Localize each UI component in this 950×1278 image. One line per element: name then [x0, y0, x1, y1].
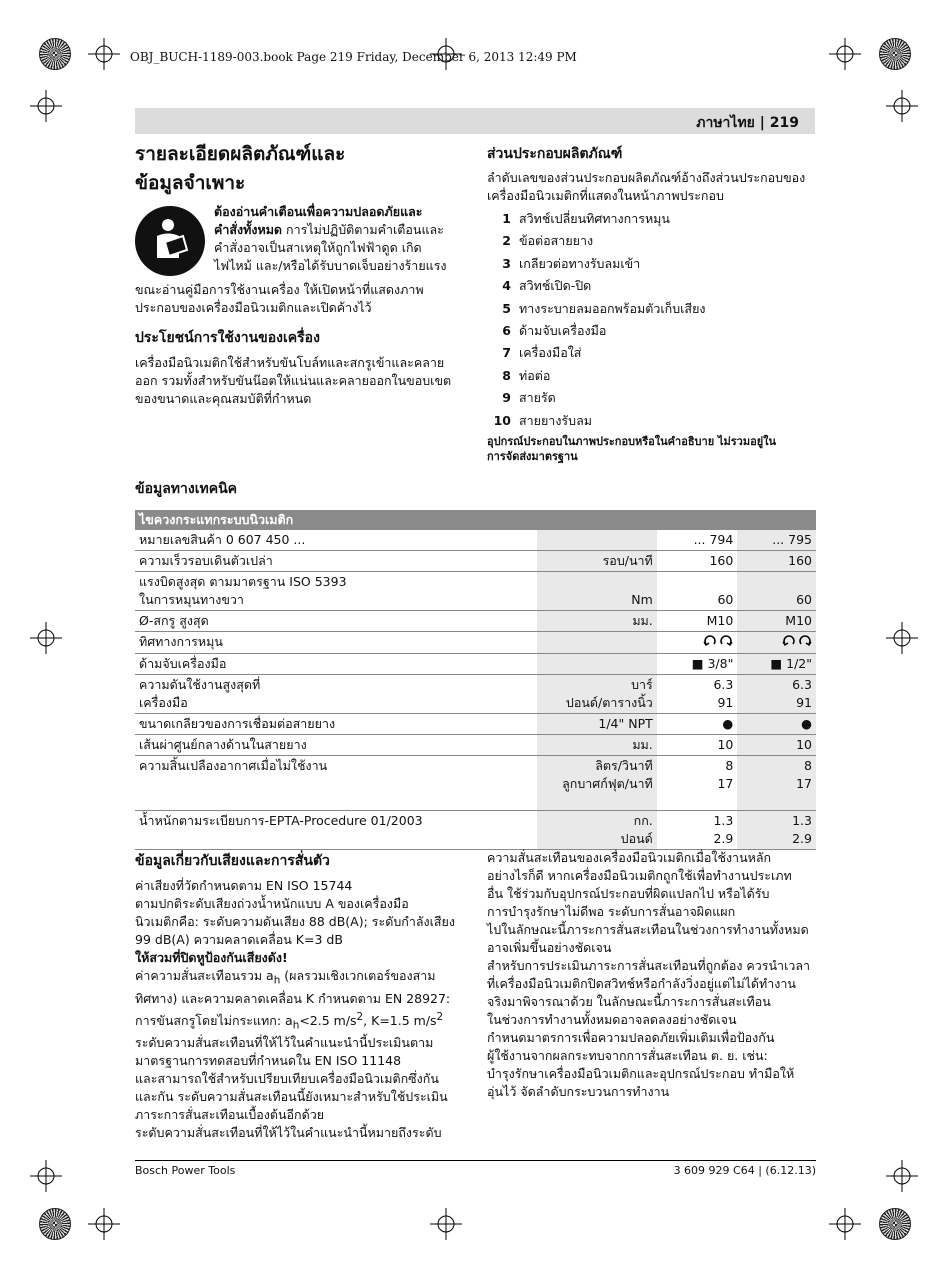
table-title: ไขควงกระแทกระบบนิวเมติก — [135, 510, 816, 530]
registration-mark-icon — [30, 1160, 62, 1192]
read-manual-icon — [135, 206, 205, 276]
registration-mark-icon — [829, 1208, 861, 1240]
tech-heading: ข้อมูลทางเทคนิค — [135, 481, 238, 497]
components-intro: ลำดับเลขของส่วนประกอบผลิตภัณฑ์อ้างถึงส่วนประกอบของ เครื่องมือนิวเมติกที่แสดงในหน้าภาพประกอบ — [487, 170, 806, 203]
table-row: ทิศทางการหมุน — [135, 632, 816, 654]
warning-text: ต้องอ่านคำเตือนเพื่อความปลอดภัยและ คำสั่งทั้งหมด การไม่ปฏิบัติตามคำเตือนและ คำสั่งอาจเป็นสาเหตุให้ถูกไฟฟ้าดูด เกิด ไฟไหม้ และ/หรือได้รับบาดเจ็บอย่างร้ายแรง — [214, 204, 447, 273]
noise-heading: ข้อมูลเกี่ยวกับเสียงและการสั่นตัว — [135, 853, 330, 869]
components-heading: ส่วนประกอบผลิตภัณฑ์ — [487, 146, 623, 162]
list-item: 3 เกลียวต่อทางรับลมเข้า — [502, 255, 641, 271]
noise-text-left: ค่าเสียงที่วัดกำหนดตาม EN ISO 15744 ตามปกติระดับเสียงถ่วงน้ำหนักแบบ A ของเครื่องมือ นิวเมติกคือ: ระดับความดันเสียง 88 dB(A); ระดับกำลังเสียง 99 dB(A) ความคลาดเคลื่อน K=3 dB ให้สวมที่ปิดหูป้องกันเสียงดัง! ค่าความสั่นสะเทือนรวม $a_h$ (ผลรวมเชิงเวกเตอร์ของสาม ทิศทาง) และความคลาดเคลื่อน K กำหนดตาม EN 28927: การขันสกรูโดยไม่กระแทก: $a_h<2.5$ $m/s^2$, K=1.5 $m/s^2$ ระดับความสั่นสะเทือนที่ให้ไว้ในคำแนะนำนี้ประเมินตาม มาตรฐานการทดสอบที่กำหนดใน EN ISO 11148 และสามารถใช้สำหรับเปรียบเทียบเครื่องมือนิวเมติกซึ่งกัน และกัน ระดับความสั่นสะเทือนนี้ยังเหมาะสำหรับใช้ประเมิน ภาระการสั่นสะเทือนเบื้องต้นอีกด้วย ระดับความสั่นสะเทือนที่ให้ไว้ในคำแนะนำนี้หมายถึงระดับ — [135, 878, 455, 1141]
registration-mark-icon — [829, 38, 861, 70]
print-slug: OBJ_BUCH-1189-003.book Page 219 Friday, December 6, 2013 12:49 PM — [130, 50, 577, 64]
table-row: ความเร็วรอบเดินตัวเปล่า รอบ/นาที 160 160 — [135, 551, 816, 572]
list-item: 2 ข้อต่อสายยาง — [502, 233, 594, 249]
registration-mark-icon — [886, 622, 918, 654]
list-item: 7 เครื่องมือใส่ — [502, 345, 582, 361]
list-item: 10 สายยางรับลม — [493, 412, 592, 428]
table-row: น้ำหนักตามระเบียบการ-EPTA-Procedure 01/2003 กก. ปอนด์ 1.3 2.9 1.3 2.9 — [135, 811, 816, 850]
print-color-rosette — [39, 38, 71, 70]
list-item: 5 ทางระบายลมออกพร้อมตัวเก็บเสียง — [502, 300, 706, 316]
registration-mark-icon — [88, 1208, 120, 1240]
purpose-text: เครื่องมือนิวเมติกใช้สำหรับขันโบล์ทและสกรูเข้าและคลาย ออก รวมทั้งสำหรับขันน๊อตให้แน่นและคลายออกในขอบเขต ของขนาดและคุณสมบัติที่กำหนด — [135, 355, 452, 406]
table-row: Ø-สกรู สูงสุด มม. M10 M10 — [135, 611, 816, 632]
warning-text-cont: ขณะอ่านคู่มือการใช้งานเครื่อง ให้เปิดหน้าที่แสดงภาพ ประกอบของเครื่องมือนิวเมติกและเปิดค้างไว้ — [135, 282, 424, 315]
table-row: เส้นผ่าศูนย์กลางด้านในสายยาง มม. 10 10 — [135, 735, 816, 756]
purpose-heading: ประโยชน์การใช้งานของเครื่อง — [135, 330, 320, 346]
table-row: แรงบิดสูงสุด ตามมาตรฐาน ISO 5393 ในการหมุนทางขวา Nm 60 60 — [135, 572, 816, 611]
list-item: 9 สายรัด — [502, 390, 556, 406]
print-color-rosette — [879, 38, 911, 70]
list-item: 6 ด้ามจับเครื่องมือ — [502, 322, 607, 338]
noise-text-right: ความสั่นสะเทือนของเครื่องมือนิวเมติกเมื่อใช้งานหลัก อย่างไรก็ดี หากเครื่องมือนิวเมติกถูกใช้เพื่อทำงานประเภท อื่น ใช้ร่วมกับอุปกรณ์ประกอบที่ผิดแปลกไป หรือได้รับ การบำรุงรักษาไม่ดีพอ ระดับการสั่นอาจผิดแผก ไปในลักษณะนี้ภาระการสั่นสะเทือนในช่วงการทำงานทั้งหมด อาจเพิ่มขึ้นอย่างชัดเจน สำหรับการประเมินภาระการสั่นสะเทือนที่ถูกต้อง ควรนำเวลา ที่เครื่องมือนิวเมติกปิดสวิทช์หรือกำลังวิ่งอยู่แต่ไม่ได้ทำงาน จริงมาพิจารณาด้วย ในลักษณะนี้ภาระการสั่นสะเทือน ในช่วงการทำงานทั้งหมดอาจลดลงอย่างชัดเจน กำหนดมาตรการเพื่อความปลอดภัยเพิ่มเติมเพื่อป้องกัน ผู้ใช้งานจากผลกระทบจากการสั่นสะเทือน ต. ย. เช่น: บำรุงรักษาเครื่องมือนิวเมติกและอุปกรณ์ประกอบ ทำมือให้ อุ่นไว้ จัดลำดับกระบวนการทำงาน — [487, 850, 811, 1099]
registration-mark-icon — [88, 38, 120, 70]
footer-rule — [135, 1160, 816, 1161]
page-title: รายละเอียดผลิตภัณฑ์และ ข้อมูลจำเพาะ — [135, 143, 346, 194]
table-row: หมายเลขสินค้า 0 607 450 ... ... 794 ... 795 — [135, 530, 816, 551]
accessories-note: อุปกรณ์ประกอบในภาพประกอบหรือในคำอธิบาย ไม่รวมอยู่ใน การจัดส่งมาตรฐาน — [487, 435, 777, 463]
page-header-bar — [135, 108, 815, 134]
registration-mark-icon — [30, 90, 62, 122]
registration-mark-icon — [30, 622, 62, 654]
components-list — [487, 208, 706, 432]
print-color-rosette — [879, 1208, 911, 1240]
registration-mark-icon — [886, 90, 918, 122]
tech-spec-table — [135, 510, 816, 850]
list-item: 8 ท่อต่อ — [502, 367, 551, 383]
footer-brand: Bosch Power Tools — [135, 1164, 236, 1177]
list-item: 4 สวิทช์เปิด-ปิด — [502, 278, 592, 294]
table-row: ขนาดเกลียวของการเชื่อมต่อสายยาง 1/4" NPT ● ● — [135, 714, 816, 735]
table-row: ความสิ้นเปลืองอากาศเมื่อไม่ใช้งาน ลิตร/วินาที ลูกบาศก์ฟุต/นาที 8 17 8 17 — [135, 756, 816, 811]
list-item: 1 สวิทช์เปลี่ยนทิศทางการหมุน — [502, 211, 670, 226]
rotation-both-directions-icon — [703, 633, 733, 647]
print-color-rosette — [39, 1208, 71, 1240]
rotation-both-directions-icon — [782, 633, 812, 647]
table-row: ความดันใช้งานสูงสุดที่ เครื่องมือ บาร์ ปอนด์/ตารางนิ้ว 6.3 91 6.3 91 — [135, 675, 816, 714]
registration-mark-icon — [430, 1208, 462, 1240]
footer-doc-number: 3 609 929 C64 | (6.12.13) — [673, 1164, 816, 1177]
table-row: ด้ามจับเครื่องมือ ■ 3/8" ■ 1/2" — [135, 654, 816, 675]
page-header-label: ภาษาไทย | 219 — [696, 115, 799, 131]
registration-mark-icon — [886, 1160, 918, 1192]
